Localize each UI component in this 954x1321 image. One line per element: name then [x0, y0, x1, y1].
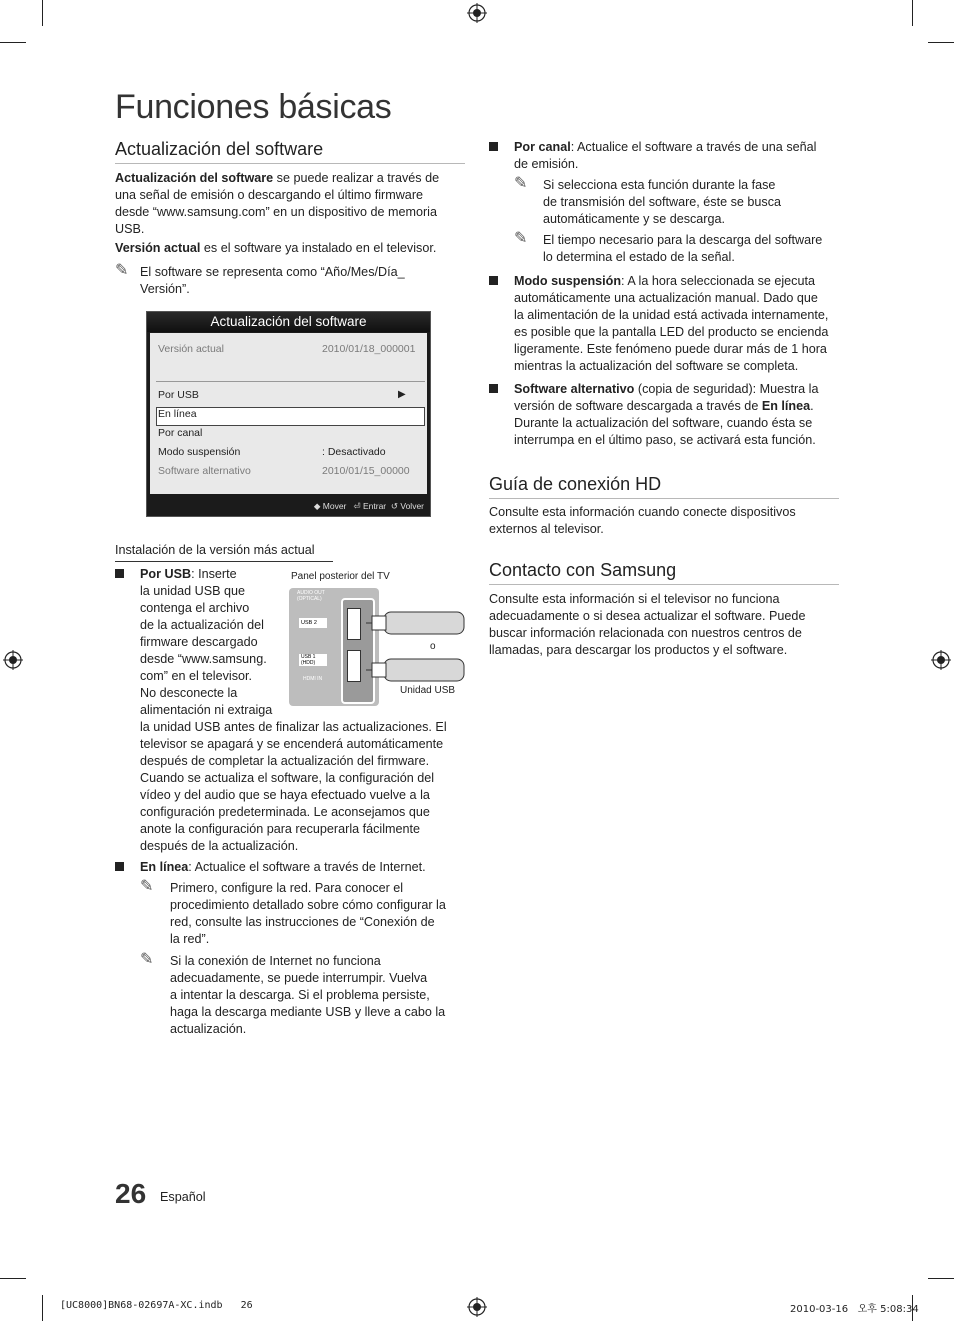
standby-bold-term: Modo suspensión [514, 274, 622, 288]
print-footer-right: 2010-03-16 오후 5:08:34 [790, 1304, 919, 1315]
hd-paragraph [489, 504, 839, 538]
foot-back: Volver [400, 501, 424, 511]
text-line: lo determina el estado de la señal. [543, 250, 735, 264]
text-line: mientras la actualización del software se completa. [514, 359, 799, 373]
enter-icon: ⏎ [353, 501, 361, 511]
alt-software-paragraph [514, 381, 854, 449]
note-pencil-icon: ✎ [115, 262, 129, 279]
text-line: (copia de seguridad): Muestra la [634, 382, 819, 396]
menu-item-standby-value: : Desactivado [322, 446, 386, 458]
crop-mark [42, 1295, 43, 1321]
menu-title: Actualización del software [147, 312, 430, 332]
text-line: versión de software descargada a través de [514, 399, 762, 413]
text-line: una señal de emisión o descargando el último firmware [115, 188, 424, 202]
text-line: buscar información relacionada con nuestros centros de [489, 626, 802, 640]
text-line: la alimentación de la unidad está activada internamente, [514, 308, 829, 322]
menu-version-value: 2010/01/18_000001 [322, 343, 416, 355]
text-line: Primero, configure la red. Para conocer el [170, 881, 404, 895]
crop-mark [0, 42, 26, 43]
note-pencil-icon: ✎ [514, 175, 528, 192]
section-heading-software-update: Actualización del software [115, 139, 465, 164]
channel-note-1 [543, 177, 843, 228]
text-line: : Inserte [191, 567, 237, 581]
channel-bold-term: Por canal [514, 140, 571, 154]
bullet-square [489, 142, 498, 151]
tv-rear-panel [289, 588, 379, 706]
print-footer-left: [UC8000]BN68-02697A-XC.indb 26 [60, 1300, 253, 1311]
menu-item-channel[interactable]: Por canal [158, 427, 203, 439]
text-line: a intentar la descarga. Si el problema persiste, [170, 988, 430, 1002]
menu-footer [147, 496, 430, 516]
text-line: Versión”. [140, 282, 190, 296]
bullet-square [489, 384, 498, 393]
install-subheading: Instalación de la versión más actual [115, 542, 333, 562]
crop-mark [912, 0, 913, 26]
text-line: USB. [115, 222, 145, 236]
text-line: No desconecte la [140, 686, 238, 700]
page-title: Funciones básicas [115, 88, 392, 126]
text-line: vídeo y del audio que se haya efectuado vuelve a la [140, 788, 430, 802]
text-line: Durante la actualización del software, cuando ésta se [514, 416, 813, 430]
text-line: firmware descargado [140, 635, 258, 649]
usb-stick-icon [366, 607, 466, 641]
channel-note-2 [543, 232, 843, 266]
figure-or-label: o [430, 641, 436, 652]
text-line: automáticamente y se descarga. [543, 212, 726, 226]
text-line: El tiempo necesario para la descarga del software [543, 233, 823, 247]
menu-version-label: Versión actual [158, 343, 224, 355]
section-heading-contact: Contacto con Samsung [489, 560, 839, 585]
bullet-square [489, 276, 498, 285]
text-line: televisor se apagará y se encenderá automáticamente [140, 737, 444, 751]
text-line: desde “www.samsung.com” en un dispositivo de memoria [115, 205, 437, 219]
tv-menu-screenshot [146, 311, 431, 517]
standby-paragraph [514, 273, 854, 375]
text-line: automáticamente una actualización manual. Dado que [514, 291, 818, 305]
alt-bold-term: Software alternativo [514, 382, 635, 396]
text-line: : A la hora seleccionada se ejecuta [621, 274, 815, 288]
usb-port-1 [347, 650, 361, 682]
text-line: después de la actualización. [140, 839, 299, 853]
note-date-format [140, 264, 460, 298]
text-line: desde “www.samsung. [140, 652, 267, 666]
online-bold-ref: En línea [761, 399, 811, 413]
text-line: después de completar la actualización del firmware. [140, 754, 430, 768]
note-pencil-icon: ✎ [140, 878, 154, 895]
text-line: red, consulte las instrucciones de “Conexión de [170, 915, 435, 929]
port-audio-label: AUDIO OUT (OPTICAL) [297, 590, 325, 602]
text-line: procedimiento detallado sobre cómo configurar la [170, 898, 446, 912]
text-line: alimentación ni extraiga [140, 703, 273, 717]
online-paragraph [140, 859, 470, 876]
note-pencil-icon: ✎ [514, 230, 528, 247]
registration-mark-icon [467, 1297, 487, 1317]
menu-item-usb[interactable]: Por USB [158, 389, 199, 401]
text-line: la unidad USB que [140, 584, 246, 598]
text-line: interrumpa en el último paso, se activará esta función. [514, 433, 816, 447]
section-heading-hd-guide: Guía de conexión HD [489, 474, 839, 499]
foot-move: Mover [322, 501, 347, 511]
text-line: la red”. [170, 932, 210, 946]
usb-bold-term: Por USB [140, 567, 192, 581]
text-line: contenga el archivo [140, 601, 250, 615]
usb-port-2 [347, 608, 361, 640]
text-line: llamadas, para descargar los productos y el software. [489, 643, 788, 657]
text-line: externos al televisor. [489, 522, 604, 536]
port-usb1-label: USB 1 (HDD) [299, 654, 327, 666]
channel-paragraph [514, 139, 844, 173]
page-language: Español [160, 1190, 206, 1204]
usb-stick-icon [366, 654, 466, 688]
arrow-right-icon: ▶ [398, 389, 406, 400]
text-line: ligeramente. Este fenómeno puede durar más de 1 hora [514, 342, 827, 356]
crop-mark [928, 1278, 954, 1279]
menu-item-standby[interactable]: Modo suspensión [158, 446, 241, 458]
note-pencil-icon: ✎ [140, 951, 154, 968]
text-line: Consulte esta información cuando conecte dispositivos [489, 505, 796, 519]
text-line: la unidad USB antes de finalizar las actualizaciones. El [140, 720, 447, 734]
contact-paragraph [489, 591, 839, 659]
text-line: : Actualice el software a través de una señal [570, 140, 817, 154]
page-number: 26 [115, 1178, 147, 1209]
intro-bold-term: Actualización del software [115, 171, 274, 185]
text-line: actualización. [170, 1022, 247, 1036]
menu-item-alt-value: 2010/01/15_00000 [322, 465, 410, 477]
text-line: El software se representa como “Año/Mes/Día_ [140, 265, 405, 279]
foot-enter: Entrar [362, 501, 387, 511]
text-line: Si selecciona esta función durante la fase [543, 178, 776, 192]
return-icon: ↺ [390, 501, 398, 511]
text-line: es el software ya instalado en el televisor. [200, 241, 437, 255]
text-line: adecuadamente o si desea actualizar el software. Puede [489, 609, 806, 623]
text-line: anote la configuración para recuperarla fácilmente [140, 822, 421, 836]
crop-mark [0, 1278, 26, 1279]
bullet-square [115, 569, 124, 578]
online-note-1 [170, 880, 470, 948]
updown-arrow-icon: ◆ [313, 501, 321, 511]
text-line: adecuadamente, se puede interrumpir. Vuelva [170, 971, 428, 985]
text-line: de la actualización del [140, 618, 264, 632]
text-line: se puede realizar a través de [273, 171, 440, 185]
online-note-2 [170, 953, 470, 1038]
menu-divider [156, 381, 425, 382]
text-line: Si la conexión de Internet no funciona [170, 954, 381, 968]
text-line: Cuando se actualiza el software, la configuración del [140, 771, 435, 785]
text-line: haga la descarga mediante USB y lleve a cabo la [170, 1005, 446, 1019]
text-line: . [810, 399, 814, 413]
intro-paragraph [115, 170, 465, 257]
figure-label-usb-drive: Unidad USB [400, 685, 456, 696]
menu-body [150, 333, 427, 494]
registration-mark-icon [467, 3, 487, 23]
bullet-square [115, 862, 124, 871]
text-line: de transmisión del software, éste se busca [543, 195, 782, 209]
text-line: de emisión. [514, 157, 579, 171]
text-line: : Actualice el software a través de Internet. [188, 860, 426, 874]
menu-item-online[interactable]: En línea [158, 408, 197, 420]
text-line: configuración predeterminada. Le aconsejamos que [140, 805, 430, 819]
registration-mark-icon [931, 650, 951, 670]
crop-mark [42, 0, 43, 26]
port-hdmi-label: HDMI IN [303, 676, 323, 682]
menu-item-alt-software: Software alternativo [158, 465, 251, 477]
registration-mark-icon [3, 650, 23, 670]
text-line: es posible que la pantalla LED del producto se encienda [514, 325, 829, 339]
figure-label-rear-panel: Panel posterior del TV [291, 571, 390, 582]
online-bold-term: En línea [140, 860, 189, 874]
text-line: com” en el televisor. [140, 669, 252, 683]
port-usb2-label: USB 2 [299, 618, 327, 628]
crop-mark [928, 42, 954, 43]
text-line: Consulte esta información si el televisor no funciona [489, 592, 780, 606]
version-bold-term: Versión actual [115, 241, 201, 255]
